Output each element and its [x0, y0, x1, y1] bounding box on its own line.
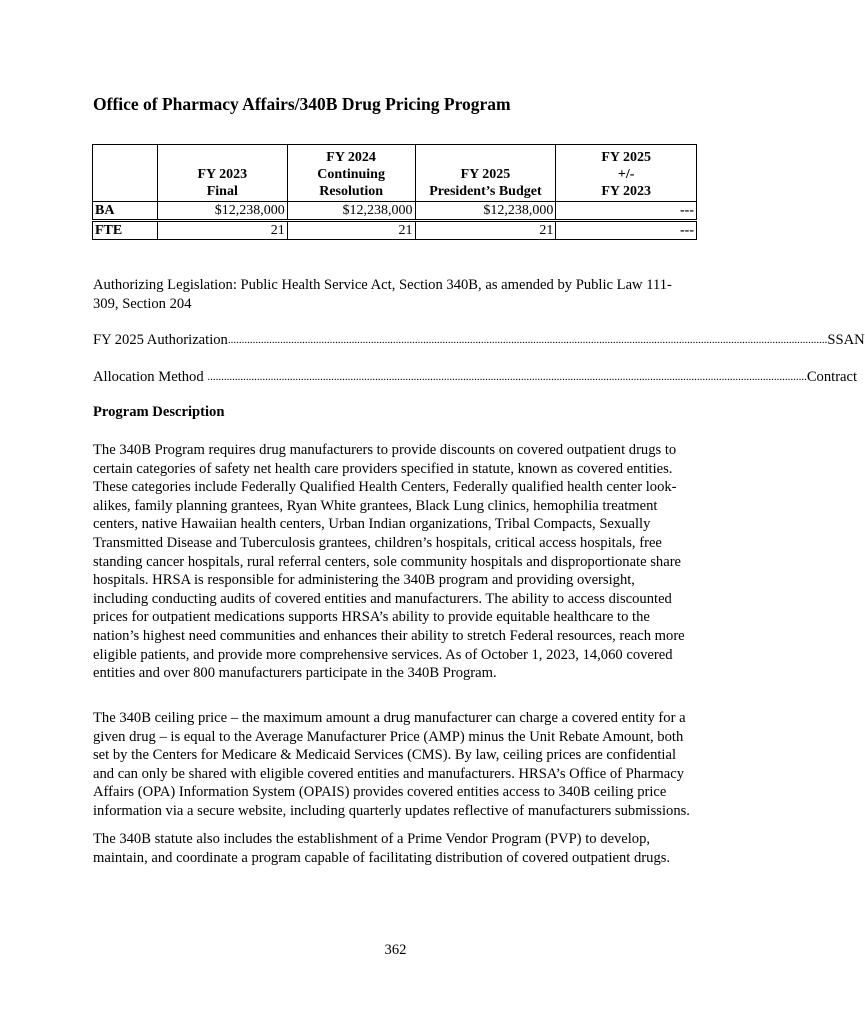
leader-dots: .......................................................................................................................................................................................................................... — [207, 371, 807, 383]
authorizing-legislation: Authorizing Legislation: Public Health Service Act, Section 340B, as amended by Public Law 111-309, Section 204 — [93, 277, 672, 312]
table-row — [93, 202, 697, 221]
leader-dots: .......................................................................................................................................................................................................................... — [227, 334, 828, 346]
table-header-row — [93, 145, 697, 202]
header-fy2024: FY 2024 Continuing Resolution — [287, 145, 415, 202]
page-number: 362 — [384, 942, 407, 958]
cell-fy2024: 21 — [287, 221, 415, 240]
allocation-label: Allocation Method — [93, 369, 208, 385]
cell-fy2023: 21 — [157, 221, 287, 240]
header-fy2023: FY 2023 Final — [157, 145, 287, 202]
paragraph: The 340B ceiling price – the maximum amount a drug manufacturer can charge a covered entity for a given drug – is equal to the Average Manufacturer Price (AMP) minus the Unit Rebate Amount, both set by the Centers for Medicare & Medicaid Services (CMS). By law, ceiling prices are confidential and can only be shared with eligible covered entities and manufacturers. HRSA’s Office of Pharmacy Affairs (OPA) Information System (OPAIS) provides covered entities access to 340B ceiling price information via a secure website, including quarterly updates reflective of manufacturers submissions. — [93, 710, 690, 819]
row-label: BA — [93, 202, 158, 221]
cell-fy2025: 21 — [415, 221, 556, 240]
cell-fy2024: $12,238,000 — [287, 202, 415, 221]
header-diff: FY 2025 +/- FY 2023 — [556, 145, 697, 202]
section-heading: Program Description — [93, 404, 225, 420]
paragraph: The 340B Program requires drug manufacturers to provide discounts on covered outpatient drugs to certain categories of safety net health care providers specified in statute, known as covered entities. These categories include Federally Qualified Health Centers, Federally qualified health center look-alikes, family planning grantees, Ryan White grantees, Black Lung clinics, hemophilia treatment centers, native Hawaiian health centers, Urban Indian organizations, Tribal Compacts, Sexually Transmitted Disease and Tuberculosis grantees, children’s hospitals, critical access hospitals, free standing cancer hospitals, rural referral centers, sole community hospitals and disproportionate share hospitals. HRSA is responsible for administering the 340B program and providing oversight, including conducting audits of covered entities and manufacturers. The ability to access discounted prices for outpatient medications supports HRSA’s ability to provide equitable healthcare to the nation’s highest need communities and enhances their ability to stretch Federal resources, reach more eligible patients, and provide more comprehensive services. As of October 1, 2023, 14,060 covered entities and over 800 manufacturers participate in the 340B Program. — [93, 442, 685, 682]
table-row — [93, 221, 697, 240]
row-label: FTE — [93, 221, 158, 240]
authorization-line — [93, 331, 865, 352]
paragraph: The 340B statute also includes the establishment of a Prime Vendor Program (PVP) to develop, maintain, and coordinate a program capable of facilitating distribution of covered outpatient drugs. — [93, 831, 671, 866]
allocation-value: Contract — [806, 369, 858, 385]
cell-diff: --- — [556, 221, 697, 240]
budget-table — [92, 144, 697, 240]
page-title: Office of Pharmacy Affairs/340B Drug Pricing Program — [93, 94, 511, 114]
cell-diff: --- — [556, 202, 697, 221]
cell-fy2025: $12,238,000 — [415, 202, 556, 221]
authorization-value: SSAN — [827, 332, 865, 348]
header-blank — [93, 145, 158, 202]
cell-fy2023: $12,238,000 — [157, 202, 287, 221]
header-fy2025: FY 2025 President’s Budget — [415, 145, 556, 202]
allocation-line — [93, 368, 858, 389]
authorization-label: FY 2025 Authorization — [93, 332, 228, 348]
